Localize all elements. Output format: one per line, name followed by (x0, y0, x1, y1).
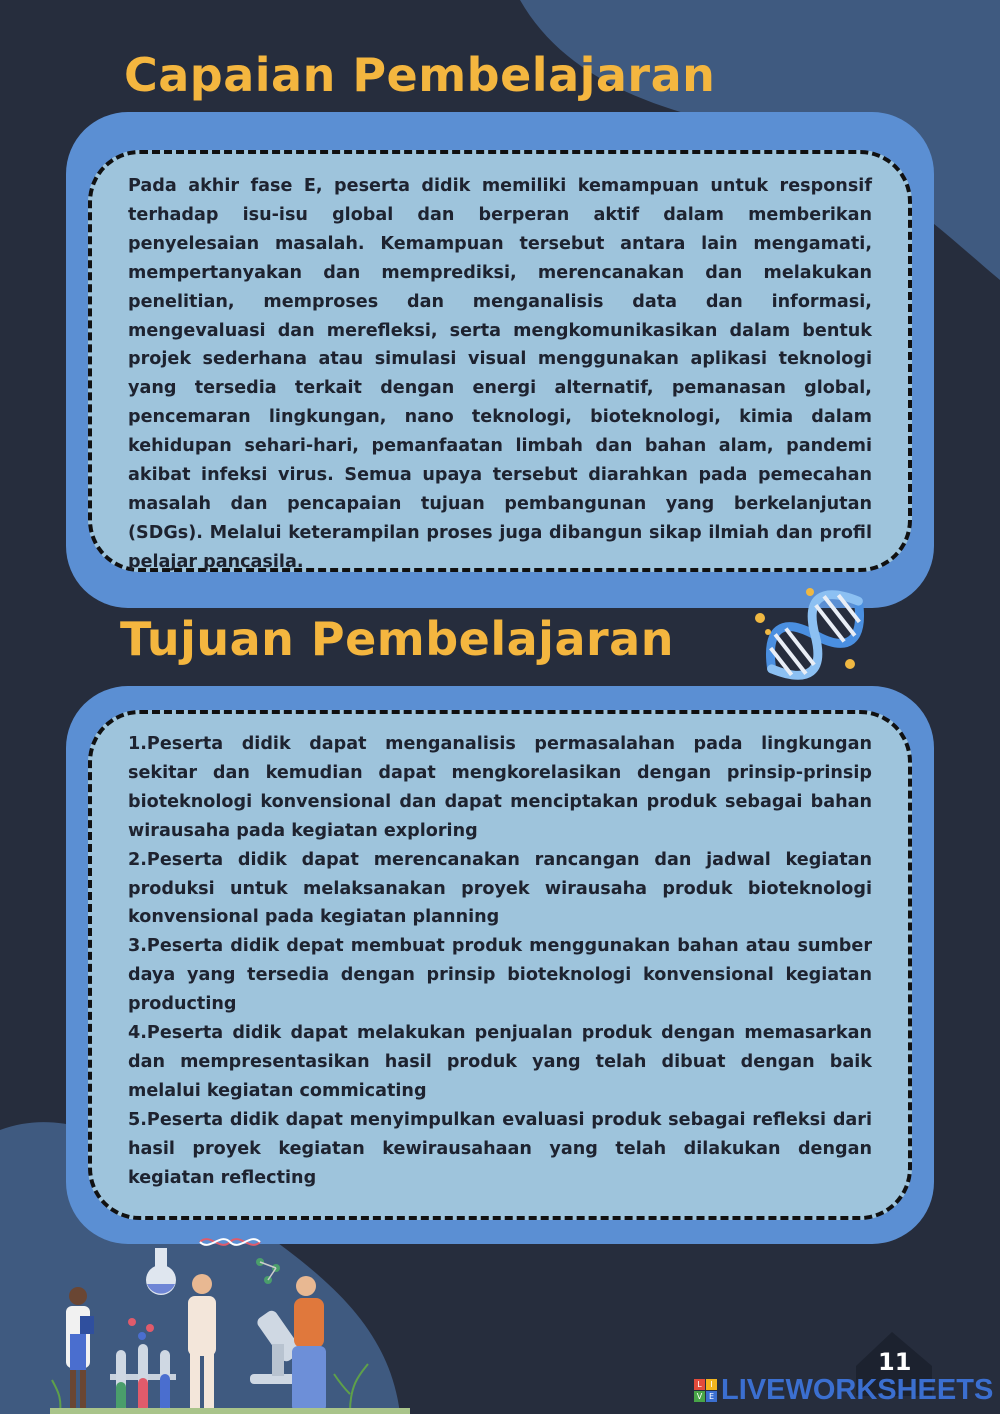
goals-list (128, 730, 872, 1193)
goals-card (66, 686, 934, 1244)
outcomes-card-inner (88, 150, 912, 572)
logo-letter-v: V (694, 1391, 705, 1402)
goal-item-2: 2.Peserta didik dapat merencanakan rancangan dan jadwal kegiatan produksi untuk melaksanakan proyek wirausaha produk bioteknologi konvensional pada kegiatan planning (128, 849, 872, 928)
page-number: 11 (878, 1348, 912, 1376)
goal-item-5: 5.Peserta didik dapat menyimpulkan evaluasi produk sebagai refleksi dari hasil proyek kegiatan kewirausahaan yang telah dilakukan dengan kegiatan reflecting (128, 1109, 872, 1188)
dna-helix-icon (750, 580, 880, 690)
goals-title: Tujuan Pembelajaran (120, 612, 674, 666)
goal-item-3: 3.Peserta didik depat membuat produk menggunakan bahan atau sumber daya yang tersedia dengan prinsip bioteknologi konvensional kegiatan producting (128, 936, 872, 1015)
logo-letter-i: I (706, 1379, 717, 1390)
goal-item-1: 1.Peserta didik dapat menganalisis permasalahan pada lingkungan sekitar dan kemudian dapat mengkorelasikan dengan prinsip-prinsip bioteknologi konvensional dan dapat menciptakan produk sebagai bahan wirausaha pada kegiatan exploring (128, 734, 872, 841)
goals-card-inner (88, 710, 912, 1220)
liveworksheets-brand-text: LIVEWORKSHEETS (721, 1374, 994, 1406)
outcomes-card (66, 112, 934, 608)
liveworksheets-watermark (694, 1374, 993, 1407)
logo-letter-l: L (694, 1379, 705, 1390)
logo-letter-e: E (706, 1391, 717, 1402)
scientists-lab-illustration (50, 1224, 410, 1414)
goal-item-4: 4.Peserta didik dapat melakukan penjualan produk dengan memasarkan dan mempresentasikan hasil produk yang telah dibuat dengan baik melalui kegiatan commicating (128, 1023, 872, 1101)
outcomes-text: Pada akhir fase E, peserta didik memiliki kemampuan untuk responsif terhadap isu-isu global dan berperan aktif dalam memberikan penyelesaian masalah. Kemampuan tersebut antara lain mengamati, mempertanyakan dan memprediksi, merencanakan dan melakukan penelitian, memproses dan menganalisis data dan informasi, mengevaluasi dan merefleksi, serta mengkomunikasikan dalam bentuk projek sederhana atau simulasi visual menggunakan aplikasi teknologi yang tersedia terkait dengan energi alternatif, pemanasan global, pencemaran lingkungan, nano teknologi, bioteknologi, kimia dalam kehidupan sehari-hari, pemanfaatan limbah dan bahan alam, pandemi akibat infeksi virus. Semua upaya tersebut diarahkan pada pemecahan masalah dan pencapaian tujuan pembangunan yang berkelanjutan (SDGs). Melalui keterampilan proses juga dibangun sikap ilmiah dan profil pelajar pancasila. (128, 176, 872, 572)
outcomes-title: Capaian Pembelajaran (124, 48, 716, 102)
liveworksheets-logo-icon (694, 1379, 717, 1402)
